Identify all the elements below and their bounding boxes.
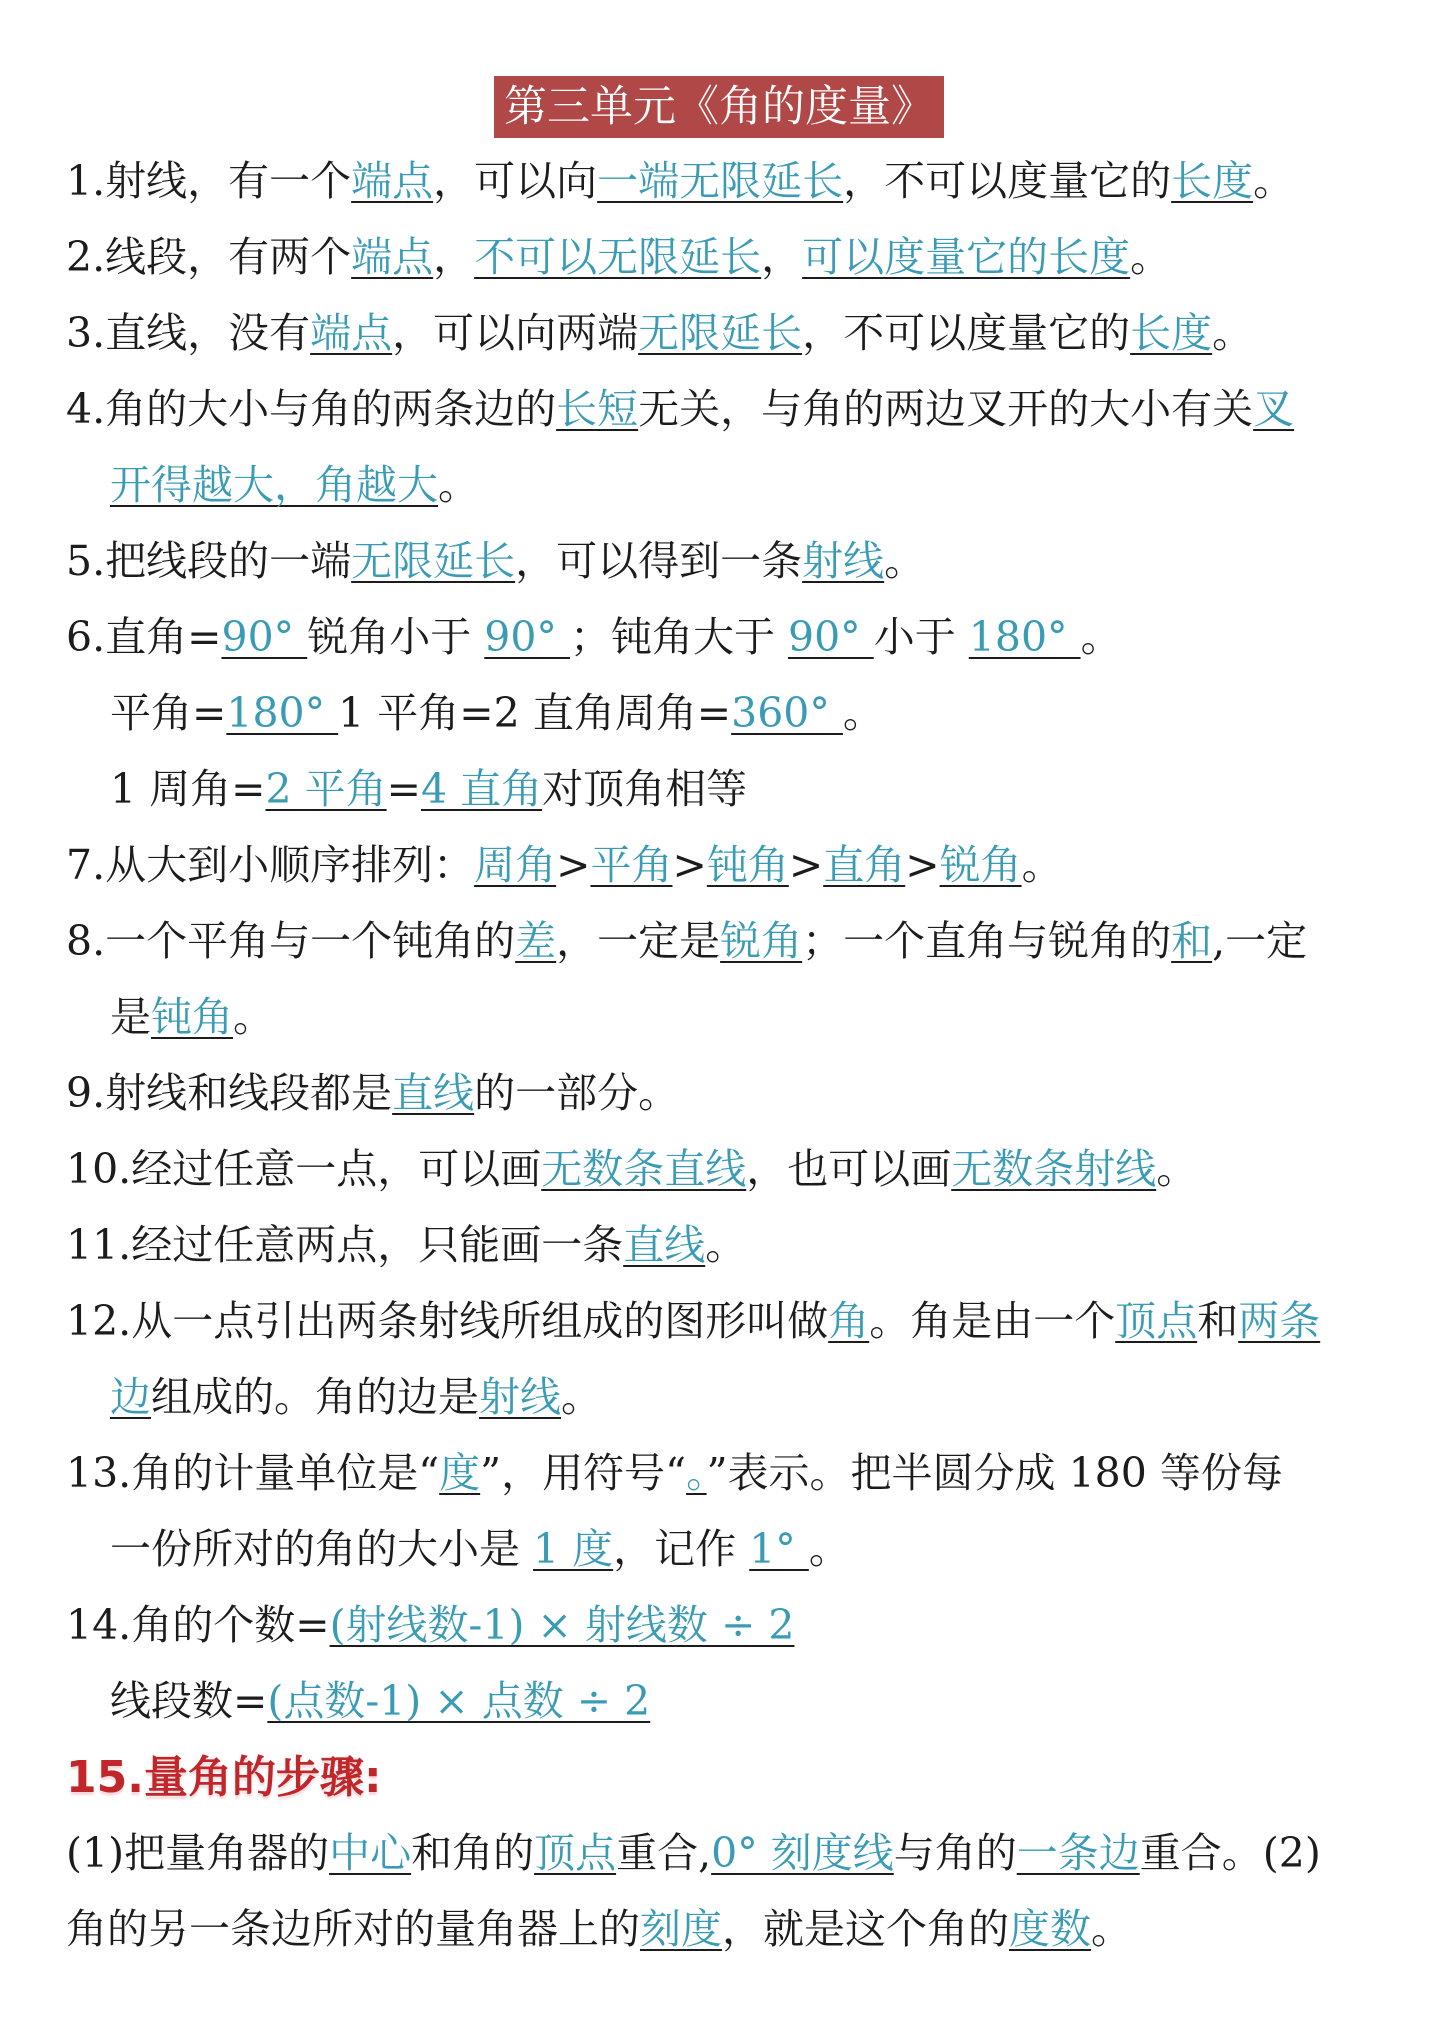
text: 4.角的大小与角的两条边的 [66, 385, 557, 433]
text: > [788, 841, 824, 889]
text: ， [761, 233, 803, 281]
answer: 可以度量它的长度 [802, 233, 1131, 281]
text: 12.从一点引出两条射线所组成的图形叫做 [66, 1297, 829, 1345]
text: ， [433, 233, 475, 281]
answer: 刻度 [640, 1905, 722, 1953]
text: ，可以向 [433, 157, 598, 205]
answer: (点数-1) × 点数 ÷ 2 [267, 1677, 651, 1725]
text: 是 [110, 993, 151, 1041]
item-2 [66, 228, 1171, 286]
answer: 90° [484, 613, 570, 661]
answer: 两条 [1238, 1297, 1321, 1345]
text: ；钝角大于 [569, 613, 789, 661]
item-6-line3 [110, 760, 747, 818]
answer: 90° [221, 613, 308, 661]
answer: 长短 [556, 385, 639, 433]
answer: 射线 [479, 1373, 561, 1421]
text: 。 [233, 993, 274, 1041]
item-15-line2 [66, 1900, 1132, 1958]
answer: 无限延长 [351, 537, 516, 585]
text: 组成的。角的边是 [151, 1373, 479, 1421]
text: ,一定 [1212, 917, 1308, 965]
text: 。 [1021, 841, 1063, 889]
answer: 顶点 [534, 1829, 617, 1877]
answer: 一端无限延长 [597, 157, 844, 205]
item-3 [66, 304, 1253, 362]
page-title: 第三单元《角的度量》 [494, 76, 944, 138]
text: ”，用符号“ [480, 1449, 687, 1497]
text: 。 [1091, 1905, 1132, 1953]
text: 3.直线，没有 [66, 309, 311, 357]
title-wrap [0, 76, 1438, 138]
text: ，记作 [613, 1525, 750, 1573]
text: 。 [1130, 233, 1172, 281]
item-6 [66, 608, 1122, 666]
answer: 一条边 [1016, 1829, 1140, 1877]
answer: 度数 [1009, 1905, 1091, 1953]
text: ，一定是 [556, 917, 721, 965]
text: ；一个直角与锐角的 [802, 917, 1172, 965]
text: 7.从大到小顺序排列： [66, 841, 475, 889]
text: 和 [1197, 1297, 1239, 1345]
item-10 [66, 1140, 1197, 1198]
text: 的一部分。 [474, 1069, 680, 1117]
text: 。 [705, 1221, 747, 1269]
section-15-heading: 15.量角的步骤: [66, 1752, 382, 1803]
answer: 角 [828, 1297, 870, 1345]
text: > [672, 841, 707, 889]
item-13 [66, 1444, 1283, 1502]
text: 。 [1253, 157, 1295, 205]
text: ”表示。把半圆分成 180 等份每 [706, 1449, 1283, 1497]
text: 。 [808, 1525, 850, 1573]
text: ，不可以度量它的 [802, 309, 1131, 357]
item-9 [66, 1064, 679, 1122]
text: 1.射线，有一个 [66, 157, 352, 205]
answer: 1 度 [533, 1525, 614, 1573]
answer: 钝角 [151, 993, 233, 1041]
answer: 。 [686, 1449, 707, 1497]
text: 。 [1080, 613, 1122, 661]
text: 9.射线和线段都是 [66, 1069, 393, 1117]
item-7 [66, 836, 1063, 894]
answer: 钝角 [706, 841, 789, 889]
answer: 端点 [351, 157, 434, 205]
text: ，也可以画 [746, 1145, 952, 1193]
item-1 [66, 152, 1294, 210]
text: 。 [1212, 309, 1254, 357]
answer: 周角 [474, 841, 557, 889]
item-5 [66, 532, 925, 590]
text: 。 [884, 537, 926, 585]
answer: 锐角 [720, 917, 803, 965]
text: 重合, [616, 1829, 712, 1877]
text: 小于 [873, 613, 969, 661]
text: 6.直角= [66, 613, 222, 661]
text: 8.一个平角与一个钝角的 [66, 917, 516, 965]
item-4-cont [110, 456, 479, 514]
answer: 度 [439, 1449, 481, 1497]
answer: 端点 [310, 309, 393, 357]
answer: 锐角 [939, 841, 1022, 889]
text: 2.线段，有两个 [66, 233, 352, 281]
answer: 直线 [392, 1069, 475, 1117]
item-14 [66, 1596, 794, 1654]
text: 。 [438, 461, 479, 509]
answer: 叉 [1253, 385, 1295, 433]
item-13-cont [110, 1520, 850, 1578]
text: 一份所对的角的大小是 [110, 1525, 534, 1573]
answer: 长度 [1130, 309, 1213, 357]
text: 。角是由一个 [869, 1297, 1116, 1345]
item-15-line1 [66, 1824, 1321, 1882]
text: 1 平角=2 直角周角= [338, 689, 732, 737]
item-8 [66, 912, 1307, 970]
text: 10.经过任意一点，可以画 [66, 1145, 542, 1193]
text: ，可以向两端 [392, 309, 639, 357]
answer: 中心 [329, 1829, 412, 1877]
text: 14.角的个数= [66, 1601, 330, 1649]
text: > [556, 841, 591, 889]
text: ，就是这个角的 [722, 1905, 1009, 1953]
answer: 直线 [623, 1221, 706, 1269]
answer: 4 直角 [420, 765, 543, 813]
text: 13.角的计量单位是“ [66, 1449, 440, 1497]
answer: 直角 [823, 841, 906, 889]
item-6-line2 [110, 684, 884, 742]
text: 线段数= [110, 1677, 268, 1725]
answer: 差 [515, 917, 557, 965]
item-12 [66, 1292, 1320, 1350]
answer: (射线数-1) × 射线数 ÷ 2 [329, 1601, 795, 1649]
item-11 [66, 1216, 746, 1274]
answer: 不可以无限延长 [474, 233, 762, 281]
answer: 边 [110, 1373, 151, 1421]
text: 。 [842, 689, 884, 737]
answer: 90° [788, 613, 874, 661]
answer: 长度 [1171, 157, 1254, 205]
answer: 0° 刻度线 [711, 1829, 894, 1877]
item-4 [66, 380, 1294, 438]
answer: 无数条射线 [951, 1145, 1157, 1193]
text: (1)把量角器的 [66, 1829, 330, 1877]
answer: 和 [1171, 917, 1213, 965]
answer: 360° [731, 689, 843, 737]
text: ，可以得到一条 [515, 537, 803, 585]
answer: 180° [226, 689, 339, 737]
answer: 平角 [590, 841, 673, 889]
text: 重合。(2) [1139, 1829, 1321, 1877]
text: 11.经过任意两点，只能画一条 [66, 1221, 624, 1269]
text: = [386, 765, 421, 813]
text: 和角的 [411, 1829, 535, 1877]
text: 。 [561, 1373, 602, 1421]
text: ，不可以度量它的 [843, 157, 1172, 205]
item-8-cont [110, 988, 274, 1046]
text: 对顶角相等 [542, 765, 748, 813]
text: 与角的 [893, 1829, 1017, 1877]
answer: 顶点 [1115, 1297, 1198, 1345]
answer: 2 平角 [265, 765, 387, 813]
answer: 无限延长 [638, 309, 803, 357]
answer: 180° [968, 613, 1081, 661]
text: 角的另一条边所对的量角器上的 [66, 1905, 640, 1953]
answer: 无数条直线 [541, 1145, 747, 1193]
answer: 射线 [802, 537, 885, 585]
text: 5.把线段的一端 [66, 537, 352, 585]
text: 平角= [110, 689, 227, 737]
item-14-cont [110, 1672, 650, 1730]
text: 锐角小于 [307, 613, 485, 661]
answer: 开得越大，角越大 [110, 461, 438, 509]
answer: 1° [749, 1525, 809, 1573]
text: > [905, 841, 940, 889]
answer: 端点 [351, 233, 434, 281]
item-12-cont [110, 1368, 602, 1426]
text: 1 周角= [110, 765, 266, 813]
text: 无关，与角的两边叉开的大小有关 [638, 385, 1254, 433]
text: 。 [1156, 1145, 1198, 1193]
